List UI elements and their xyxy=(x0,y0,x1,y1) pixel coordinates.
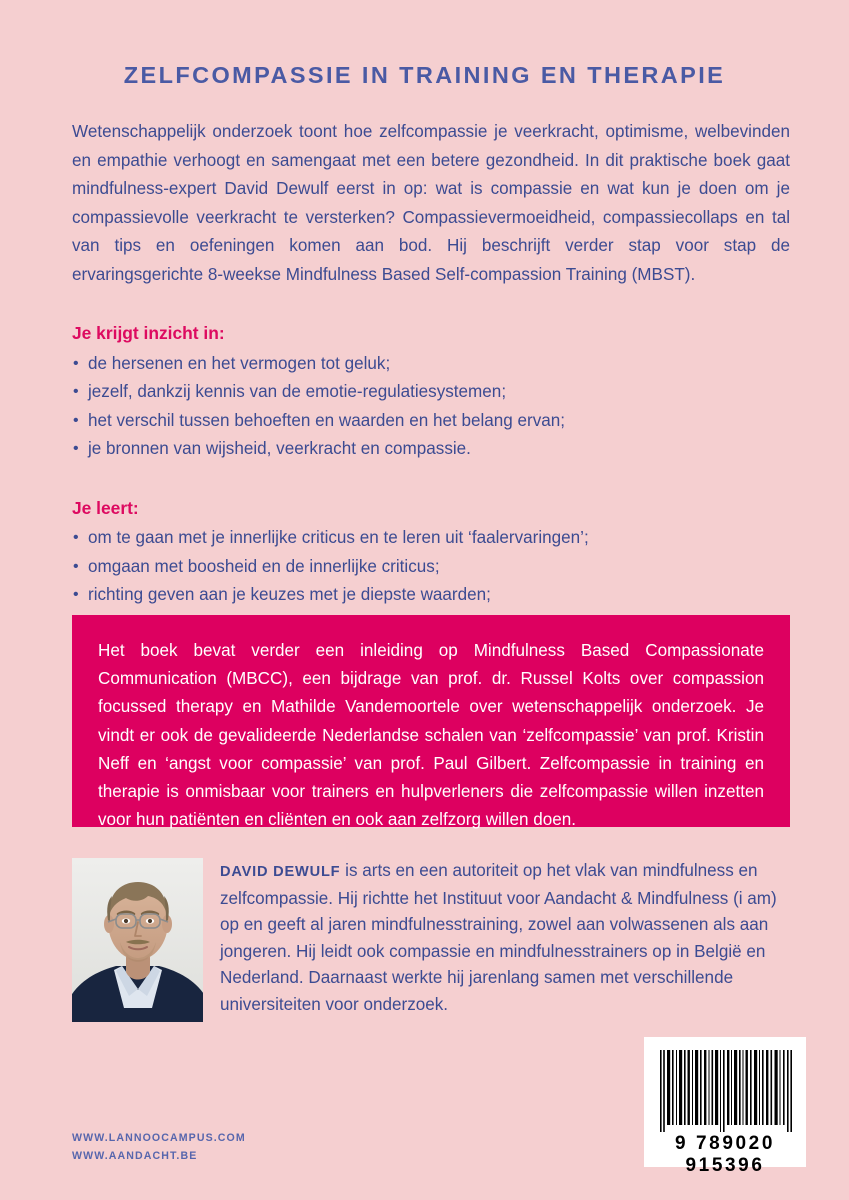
section-inzicht xyxy=(72,319,790,464)
barcode-digits: 9 789020 915396 xyxy=(674,1133,776,1176)
section-heading-leert: Je leert: xyxy=(72,497,139,518)
isbn-barcode xyxy=(644,1037,806,1176)
author-name: DAVID DEWULF xyxy=(220,864,341,880)
link-aandacht[interactable]: WWW.AANDACHT.BE xyxy=(72,1149,198,1162)
bullet-list-inzicht xyxy=(72,350,790,464)
author-portrait-photo xyxy=(72,858,203,1022)
list-item: • je bronnen van wijsheid, veerkracht en compassie. xyxy=(72,435,790,464)
author-bio xyxy=(220,858,790,1019)
section-heading-inzicht: Je krijgt inzicht in: xyxy=(72,323,225,343)
author-bio-text: is arts en een autoriteit op het vlak van mindfulness en zelfcompassie. Hij richtte het Instituut voor Aandacht & Mindfulness (i am) op en geeft al jaren mindfulnesstraining, zowel aan volwassenen als aan jongeren. Hij leidt ook compassie en mindfulnesstrainers op in België en Nederland. Daarnaast werkte hij jarenlang samen met verschillende universiteiten voor onderzoek. xyxy=(220,861,777,1014)
list-item: • richting geven aan je keuzes met je diepste waarden; xyxy=(72,581,790,610)
main-content xyxy=(72,118,790,638)
highlight-callout-box xyxy=(72,615,790,830)
highlight-text: Het boek bevat verder een inleiding op Mindfulness Based Compassionate Communication (MBCC), een bijdrage van prof. dr. Russel Kolts over compassion focussed therapy en Mathilde Vandemoortele over wetenschappelijk onderzoek. Je vindt er ook de gevalideerde Nederlandse schalen van ‘zelfcompassie’ van prof. Kristin Neff en ‘angst voor compassie’ van prof. Paul Gilbert. Zelfcompassie in training en therapie is onmisbaar voor trainers en hulpverleners die zelfcompassie willen inzetten voor hun patiënten en cliënten en ook aan zelfzorg willen doen. xyxy=(98,641,764,830)
list-item: • de hersenen en het vermogen tot geluk; xyxy=(72,350,790,379)
barcode-bars xyxy=(660,1050,792,1132)
list-item: • het verschil tussen behoeften en waarden en het belang ervan; xyxy=(72,407,790,436)
link-lannoocampus[interactable]: WWW.LANNOOCAMPUS.COM xyxy=(72,1132,246,1144)
list-item: • jezelf, dankzij kennis van de emotie-regulatiesystemen; xyxy=(72,378,790,407)
intro-paragraph: Wetenschappelijk onderzoek toont hoe zelfcompassie je veerkracht, optimisme, welbevinden en empathie verhoogt en samengaat met een betere gezondheid. In dit praktische boek gaat mindfulness-expert David Dewulf eerst in op: wat is compassie en wat kun je doen om je compassievolle veerkracht te versterken? Compassievermoeidheid, compassiecollaps en tal van tips en oefeningen komen aan bod. Hij beschrijft verder stap voor stap de ervaringsgerichte 8-weekse Mindfulness Based Self-compassion Training (MBST). xyxy=(72,122,790,284)
page-title: ZELFCOMPASSIE IN TRAINING EN THERAPIE xyxy=(123,62,726,88)
list-item: • om te gaan met je innerlijke criticus en te leren uit ‘faalervaringen’; xyxy=(72,524,790,553)
list-item: • omgaan met boosheid en de innerlijke criticus; xyxy=(72,553,790,582)
footer-links xyxy=(72,1130,246,1165)
